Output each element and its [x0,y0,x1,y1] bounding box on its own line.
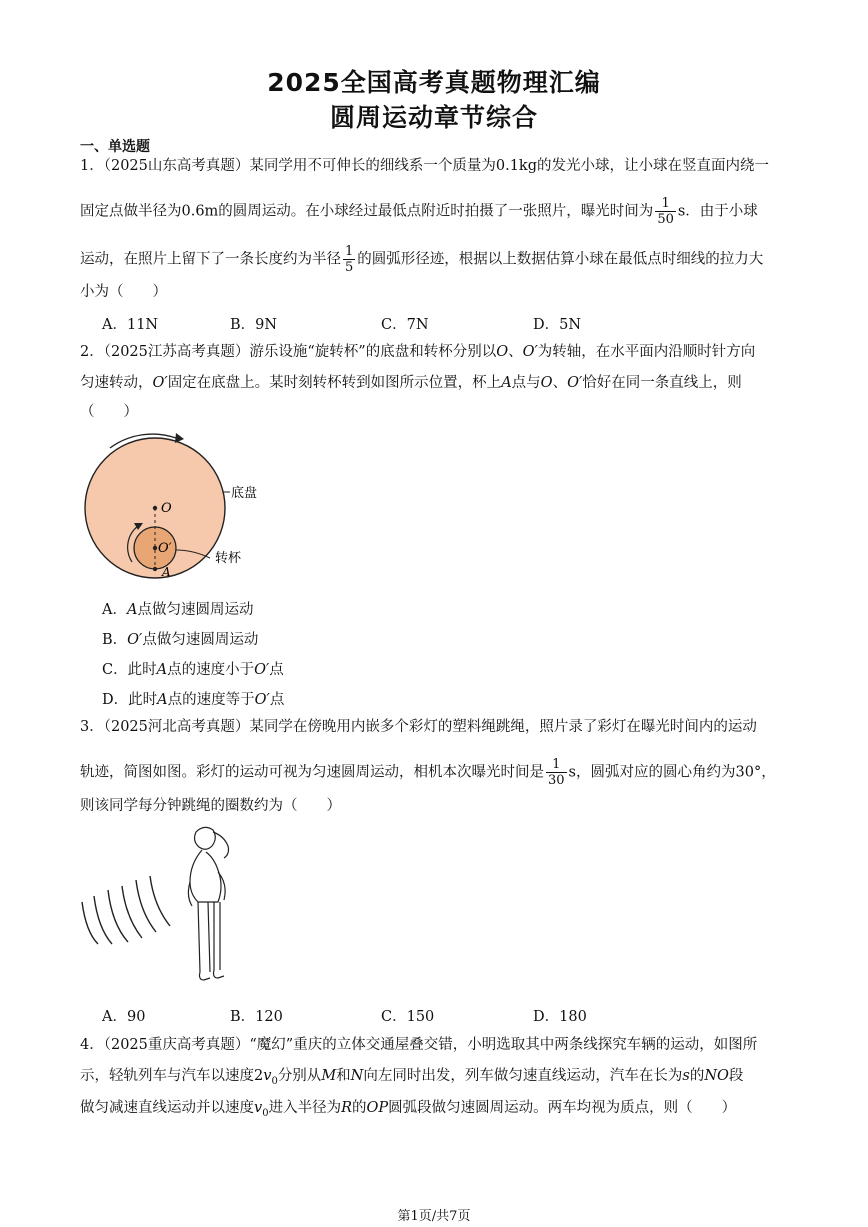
q4-text: 进入半径为 [268,1100,342,1116]
q2-line-3: （ ） [80,404,138,420]
fraction-denominator: 5 [345,260,354,275]
var-op: OP [366,1100,389,1116]
label-cup: 转杯 [215,551,242,566]
fraction-numerator: 1 [345,244,354,259]
subscript-0: 0 [271,1075,278,1087]
arrowhead-icon [175,433,184,443]
point-a [153,567,157,571]
q2-text: 点与 [511,375,541,391]
q4-line-2 [80,1066,790,1092]
q1-option-b[interactable]: B．9N [230,317,278,333]
q2-option-a[interactable] [102,598,253,619]
var-o-prime: O′ [567,375,583,391]
q4-text: 的 [352,1100,367,1116]
q3-line-2 [80,757,790,788]
var-s: s [682,1068,690,1084]
q3-option-c[interactable]: C．150 [381,1009,435,1025]
q4-text: 圆弧段做匀速圆周运动。两车均视为质点，则（ ） [388,1100,737,1116]
option-letter: D．此时 [102,692,158,708]
q3-line-3: 则该同学每分钟跳绳的圈数约为（ ） [80,798,341,814]
q2-text: 恰好在同一条直线上，则 [582,375,742,391]
option-text: 点 [269,662,284,678]
q1-text: 的圆弧形径迹，根据以上数据估算小球在最低点时细线的拉力大 [357,251,764,268]
var-o: O [540,375,553,391]
q4-text: 的 [689,1068,705,1084]
fraction-denominator: 30 [548,773,565,788]
var-a: A [157,692,168,708]
q3-text: 轨迹，简图如图。彩灯的运动可视为匀速圆周运动，相机本次曝光时间是 [80,764,544,781]
jump-rope-figure [78,822,258,997]
point-o-prime [153,546,157,550]
var-m: M [321,1068,337,1084]
q2-line-1 [80,342,790,362]
q4-text: 向左同时出发，列车做匀速直线运动，汽车在长为 [363,1068,683,1084]
var-no: NO [704,1068,729,1084]
q2-text: 2．（2025江苏高考真题）游乐设施“旋转杯”的底盘和转杯分别以 [80,344,497,360]
var-o: O [496,344,509,360]
label-base: 底盘 [231,486,258,501]
q1-text: 固定点做半径为0.6m的圆周运动。在小球经过最低点附近时拍摄了一张照片，曝光时间为 [80,203,654,220]
var-a: A [501,375,512,391]
q2-option-b[interactable] [102,628,258,649]
var-n: N [350,1068,364,1084]
var-v: v [254,1100,263,1116]
option-text: 点 [269,692,285,708]
fraction-numerator: 1 [546,757,567,773]
q2-text: 匀速转动， [80,375,153,391]
q1-line-2 [80,196,790,227]
q4-text: 示，轻轨列车与汽车以速度 [80,1068,254,1084]
option-letter: A． [102,602,127,618]
option-text: 点的速度等于 [167,692,255,708]
q1-line-3 [80,244,790,275]
q4-text: 段 [728,1068,744,1084]
option-text: 点的速度小于 [167,662,255,678]
q2-text: 固定在底盘上。某时刻转杯转到如图所示位置，杯上 [167,375,502,391]
q1-fraction-length [343,244,355,275]
light-trails [82,876,170,944]
q2-option-c[interactable] [102,658,284,679]
q4-line-3 [80,1098,790,1124]
fraction-numerator: 1 [655,196,676,212]
q1-option-c[interactable]: C．7N [381,317,429,333]
q4-line-1: 4．（2025重庆高考真题）“魔幻”重庆的立体交通屋叠交错，小明选取其中两条线探究车辆的运动，如图所 [80,1037,758,1053]
q1-line-4: 小为（ ） [80,284,167,300]
q4-text: 分别从 [277,1068,322,1084]
girl-figure [188,827,228,980]
section-heading: 一、单选题 [80,139,150,155]
var-v: v [263,1068,272,1084]
q3-line-1: 3．（2025河北高考真题）某同学在傍晚用内嵌多个彩灯的塑料绳跳绳，照片录了彩灯在曝光时间内的运动 [80,719,757,735]
option-letter: C．此时 [102,662,157,678]
q3-option-a[interactable]: A．90 [102,1009,146,1025]
q2-text: 、 [552,375,568,391]
q3-fraction-exposure [546,757,567,788]
var-o-prime: O′ [152,375,168,391]
q3-text: s，圆弧对应的圆心角约为30°， [568,764,776,781]
q3-option-b[interactable]: B．120 [230,1009,283,1025]
q2-option-d[interactable] [102,688,284,709]
option-text: 点做匀速圆周运动 [137,602,254,618]
q2-line-2 [80,373,790,393]
var-o-prime: O′ [127,632,143,648]
label-o: O [161,501,172,516]
option-text: 点做匀速圆周运动 [142,632,259,648]
q2-text: 、 [508,344,523,360]
q3-option-d[interactable]: D．180 [533,1009,587,1025]
var-o-prime: O′ [254,692,270,708]
document-title: 2025全国高考真题物理汇编 [267,68,601,97]
q1-option-d[interactable]: D．5N [533,317,582,333]
var-o-prime: O′ [522,344,538,360]
q1-fraction-exposure [655,196,676,227]
var-o-prime: O′ [254,662,270,678]
point-o [153,506,157,510]
label-a: A [162,565,171,579]
q2-text: 为转轴，在水平面内沿顺时针方向 [537,344,756,360]
var-a: A [126,602,138,618]
option-letter: B． [102,632,128,648]
page-footer: 第1页/共7页 [397,1209,471,1224]
q1-line-1: 1．（2025山东高考真题）某同学用不可伸长的细线系一个质量为0.1kg的发光小球，让小球在竖直面内绕一 [80,158,770,174]
q4-text: 和 [336,1068,351,1084]
subscript-0: 0 [262,1107,269,1119]
q4-text: 做匀减速直线运动并以速度 [80,1100,254,1116]
document-subtitle: 圆周运动章节综合 [329,103,538,132]
q1-text: s．由于小球 [677,203,758,220]
var-r: R [341,1100,352,1116]
label-o-prime: O′ [158,541,172,556]
q1-option-a[interactable]: A．11N [102,317,159,333]
var-2: 2 [254,1068,264,1084]
var-a: A [156,662,168,678]
q1-text: 运动，在照片上留下了一条长度约为半径 [80,251,341,268]
rotating-cup-figure [78,430,278,590]
fraction-denominator: 50 [657,212,674,227]
